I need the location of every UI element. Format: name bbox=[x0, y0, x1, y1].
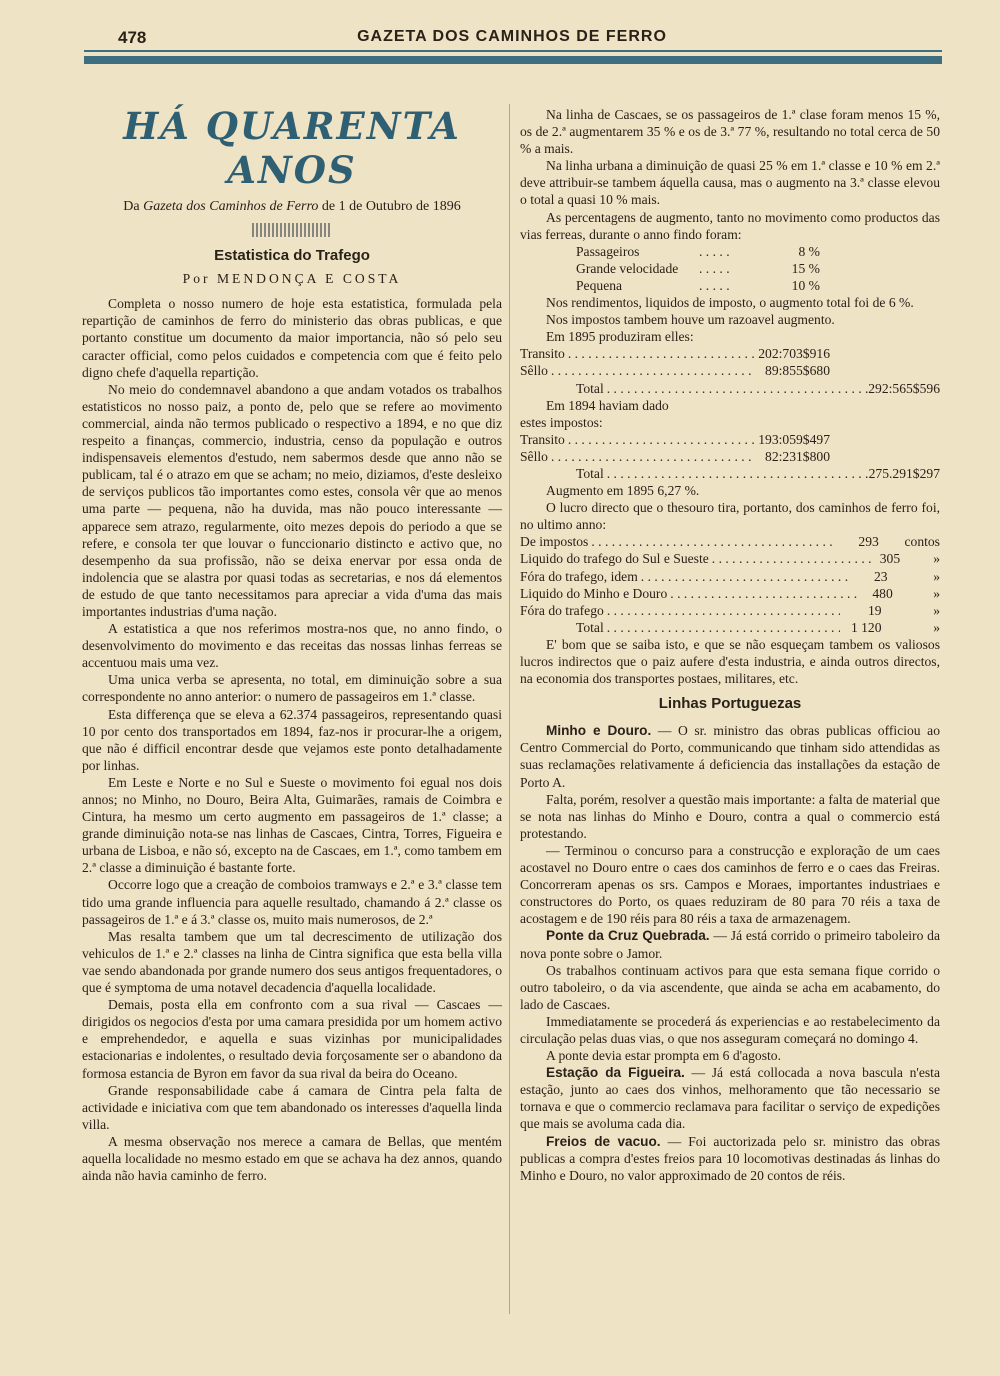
lucro-value: 293 bbox=[858, 534, 879, 550]
leader-dots bbox=[604, 602, 840, 619]
tax-1894-heading: Em 1894 haviam dado bbox=[546, 397, 669, 413]
lucro-unit: » bbox=[933, 551, 940, 567]
leader-dots bbox=[696, 260, 732, 277]
news-paragraph bbox=[520, 722, 940, 790]
lucro-label: Liquido do trafego do Sul e Sueste bbox=[520, 551, 709, 567]
news-text: — Já está collocada a nova bascula n'esta estação, junto ao caes dos vinhos, melhoramento que tão necessario se tornava e que o commercio reclamava para facilitar o serviço de expedições que mais se avoluma cada dia. bbox=[520, 1065, 940, 1132]
lucro-label: Liquido do Minho e Douro bbox=[520, 585, 668, 601]
article-title: HÁ QUARENTA ANOS bbox=[123, 104, 461, 192]
news-text: Falta, porém, resolver a questão mais importante: a falta de material que se nota nas linhas do Minho e Douro, contra a qual o commercio está protestando. bbox=[520, 791, 940, 841]
paragraph: Completa o nosso numero de hoje esta estatistica, formulada pela repartição de caminhos de ferro do ministerio das obras publicas, e que portanto constitue um documento da maior importancia, não só pelo seu caracter official, como pelos cuidados e competencia com que é feito pelo digno chefe d'aquella repartição. bbox=[82, 296, 502, 380]
news-lead: Minho e Douro. bbox=[546, 723, 652, 739]
lucro-unit: » bbox=[933, 568, 940, 584]
leader-dots bbox=[696, 277, 732, 294]
news-text: Os trabalhos continuam activos para que esta semana fique corrido o outro taboleiro, o da via ascendente, que ainda se acha em acabamento, do lado de Cascaes. bbox=[520, 962, 940, 1012]
tax-label: Sêllo bbox=[520, 363, 548, 379]
tax-value: 89:855$680 bbox=[765, 363, 830, 379]
news-lead: Estação da Figueira. bbox=[546, 1065, 685, 1081]
leader-dots bbox=[548, 362, 751, 379]
news-text: — Foi auctorizada pelo sr. ministro das obras publicas a compra d'estes freios para 10 locomotivas destinadas ás linhas do Minho e Douro, no valor approximado de 20 contos de réis. bbox=[520, 1133, 940, 1183]
lucro-value: 480 bbox=[872, 585, 893, 601]
news-text: A ponte devia estar prompta em 6 d'agosto. bbox=[546, 1048, 781, 1064]
paragraph: Na linha urbana a diminuição de quasi 25 % em 1.ª classe e 10 % em 2.ª deve attribuir-se tambem áquella causa, mas o augmento na 3.ª classe elevou o total a quasi 10 % mais. bbox=[520, 158, 940, 208]
tax-row bbox=[520, 431, 940, 448]
left-column bbox=[82, 100, 502, 1184]
lucro-unit: contos bbox=[904, 534, 940, 550]
news-paragraph bbox=[520, 1047, 940, 1064]
paragraph: Mas resalta tambem que um tal decrescimento de utilização dos vehiculos de 1.ª e 2.ª classes na linha de Cintra significa que esta bella villa vae sendo abandonada por grande numero dos seus antigos frequentadores, o que é symptoma de uma notavel decadencia d'aquella localidade. bbox=[82, 928, 502, 996]
tax-label: Transito bbox=[520, 431, 565, 447]
tax-value: 202:703$916 bbox=[758, 346, 830, 362]
section-title: Estatistica do Trafego bbox=[214, 247, 370, 265]
tax-label: Transito bbox=[520, 346, 565, 362]
article-source: Da Gazeta dos Caminhos de Ferro de 1 de Outubro de 1896 bbox=[123, 199, 461, 214]
tax-row bbox=[520, 362, 940, 379]
percentage-row bbox=[520, 277, 940, 294]
lucro-value: 23 bbox=[873, 568, 888, 584]
news-text: — Já está corrido o primeiro taboleiro da nova ponte sobre o Jamor. bbox=[520, 928, 940, 961]
percentage-row bbox=[520, 243, 940, 260]
lucro-row bbox=[520, 585, 940, 602]
news-paragraph bbox=[520, 842, 940, 927]
paragraph: Grande responsabilidade cabe á camara de Cintra pela falta de actividade e iniciativa com que tem abandonado os interesses d'aquella linda villa. bbox=[82, 1082, 502, 1132]
tax-1895-heading: Em 1895 produziram elles: bbox=[546, 329, 694, 345]
paragraph: Em Leste e Norte e no Sul e Sueste o movimento foi egual nos dois annos; no Minho, no Douro, Beira Alta, Guimarães, ramais de Coimbra e Cintura, ha mesmo um certo augmento em passageiros de 1.ª classe; a grande diminuição nota-se nas linhas de Cascaes, Cintra, Torres, Figueira e urbana de Lisboa, e não só, excepto na de Cascaes, em 1.ª, como tambem em 2.ª classe a diminuição é bastante forte. bbox=[82, 774, 502, 876]
leader-dots bbox=[565, 431, 756, 448]
leader-dots bbox=[588, 533, 835, 550]
tax-label: Sêllo bbox=[520, 448, 548, 464]
page-header bbox=[80, 28, 944, 50]
news-paragraph bbox=[520, 927, 940, 961]
leader-dots bbox=[709, 550, 872, 567]
paragraph: A estatistica a que nos referimos mostra-nos que, no anno findo, o desenvolvimento do movimento e das receitas das nossas linhas ferreas se accentuou mais uma vez. bbox=[82, 621, 502, 671]
lucro-row bbox=[520, 550, 940, 567]
header-rule-thick bbox=[84, 56, 942, 64]
paragraph: Nos rendimentos, liquidos de imposto, o augmento total foi de 6 %. bbox=[546, 295, 914, 311]
percentage-value: 8 % bbox=[798, 243, 820, 259]
percentage-label: Passageiros bbox=[576, 243, 640, 259]
right-column bbox=[520, 106, 940, 1184]
lucro-label: Fóra do trafego, idem bbox=[520, 568, 638, 584]
tax-1895-total-row: Total . . . 292:565$596 bbox=[520, 380, 940, 397]
tax-1894-heading-2: estes impostos: bbox=[520, 414, 603, 430]
paragraph: As percentagens de augmento, tanto no movimento como productos das vias ferreas, durante o anno findo foram: bbox=[520, 209, 940, 242]
percentage-value: 15 % bbox=[791, 260, 820, 276]
paragraph: Nos impostos tambem houve um razoavel augmento. bbox=[546, 312, 835, 328]
news-paragraph bbox=[520, 1013, 940, 1047]
left-body bbox=[82, 295, 502, 1184]
lucro-table bbox=[520, 533, 940, 618]
column-divider bbox=[509, 104, 510, 1314]
paragraph: Esta differença que se eleva a 62.374 passageiros, representando quasi 10 por cento dos transportados em 1894, faz-nos ir procurar-lhe a origem, que não é difficil encontrar desde que vejamos este ponto detalhadamente por linhas. bbox=[82, 706, 502, 773]
percentage-row bbox=[520, 260, 940, 277]
lucro-row bbox=[520, 533, 940, 550]
news-lead: Ponte da Cruz Quebrada. bbox=[546, 928, 710, 944]
tax-row bbox=[520, 345, 940, 362]
byline: Por MENDONÇA E COSTA bbox=[182, 271, 402, 287]
news-body bbox=[520, 722, 940, 1184]
lucro-text: O lucro directo que o thesouro tira, portanto, dos caminhos de ferro foi, no ultimo anno: bbox=[520, 500, 940, 533]
lucro-label: De impostos bbox=[520, 534, 589, 550]
paragraph: Demais, posta ella em confronto com a sua rival — Cascaes — dirigidos os negocios d'esta por uma camara presidida por um homem activo e emprehendedor, e aquella e suas vizinhas por municipalidades estacionarias e indolentes, o resultado devia forçosamente ser o abandono da formosa estancia de Byron em favor da sua rival da beira do Oceano. bbox=[82, 997, 502, 1081]
lucro-value: 305 bbox=[879, 551, 901, 567]
leader-dots bbox=[565, 345, 756, 362]
decorative-separator bbox=[252, 223, 332, 237]
page-number: 478 bbox=[118, 28, 147, 47]
right-mid bbox=[520, 294, 940, 328]
lucro-total-row: Total . . . 1 120 » bbox=[520, 619, 940, 636]
tax-value: 82:231$800 bbox=[765, 448, 830, 464]
leader-dots bbox=[548, 448, 751, 465]
news-text: Immediatamente se procederá ás experiencias e ao restabelecimento da circulação pelas duas vias, o que nos asseguram começará no domingo 4. bbox=[520, 1013, 940, 1046]
lucro-row bbox=[520, 602, 940, 619]
lucro-unit: » bbox=[933, 585, 940, 601]
percentage-value: 10 % bbox=[791, 277, 820, 293]
tax-1894-total-row: Total . . . 275.291$297 bbox=[520, 465, 940, 482]
paragraph: Na linha de Cascaes, se os passageiros de 1.ª clase foram menos 15 %, os de 2.ª augmentarem 35 % e os de 3.ª 77 %, resultando no total cerca de 50 % a mais. bbox=[520, 107, 940, 157]
paragraph: No meio do condemnavel abandono a que andam votados os trabalhos estatisticos no nosso paiz, a ponto de, pelo que se refere ao movimento commercial, ainda não termos publicado o respectivo a 1894, e no que diz respeito a finanças, commercio, industria, censo da população e outros indispensaveis elementos d'estudo, nem sabermos desde que anno não se publicam, tal é o atrazo em que se acham; no meio, diziamos, d'este desleixo de serviços publicos tão importantes como estes, consola vêr que ao menos uma parte — pequena, não ha duvida, mas não pouco interessante — apparece sem atrazo, regularmente, oito mezes depois do periodo a que se refere, e consola ter que louvar o funccionario distincto e activo que, no desempenho da sua profissão, não se deixa enervar por essa onda de indolencia que se alastra por quasi todas as secretarias, e nos dá elementos de estudo de que tanto necessitamos para apreciar a vida d'uma das mais importantes industrias d'uma nação. bbox=[82, 381, 502, 619]
percentages-table bbox=[520, 243, 940, 294]
paragraph: Uma unica verba se apresenta, no total, em diminuição sobre a sua correspondente no anno anterior: o numero de passageiros em 1.ª classe. bbox=[82, 672, 502, 705]
tax-1894-table bbox=[520, 431, 940, 465]
news-paragraph bbox=[520, 962, 940, 1013]
tax-row bbox=[520, 448, 940, 465]
paragraph: A mesma observação nos merece a camara de Bellas, que mentém aquella localidade no mesmo estado em que se achava ha dez annos, quando ainda não havia caminho de ferro. bbox=[82, 1133, 502, 1184]
news-heading: Linhas Portuguezas bbox=[658, 695, 802, 713]
news-text: — Terminou o concurso para a construcção e exploração de um caes acostavel no Douro entre o caes dos caminhos de ferro e o caes das Freiras. Concorreram apenas os srs. Campos e Moraes, importantes industriaes e constructores do Porto, os quaes reduziram de 80 para 70 réis a taxa de acostagem e de 190 réis para 80 réis a taxa de armazenagem. bbox=[520, 842, 940, 927]
paragraph: Occorre logo que a creação de comboios tramways e 2.ª e 3.ª classe tem tido uma grande influencia para aquelle resultado, chamando á 2.ª classe os passageiros de 1.ª e á 3.ª classe os, muito mais numerosos, de 2.ª bbox=[82, 877, 502, 927]
news-paragraph bbox=[520, 791, 940, 842]
lucro-unit: » bbox=[933, 602, 940, 618]
lucro-row bbox=[520, 568, 940, 585]
news-paragraph bbox=[520, 1064, 940, 1132]
leader-dots bbox=[638, 568, 850, 585]
news-paragraph bbox=[520, 1133, 940, 1184]
lucro-value: 19 bbox=[867, 602, 882, 618]
journal-title: GAZETA DOS CAMINHOS DE FERRO bbox=[357, 28, 667, 45]
news-lead: Freios de vacuo. bbox=[546, 1133, 661, 1149]
tax-value: 193:059$497 bbox=[758, 431, 830, 447]
header-rule-thin bbox=[84, 50, 942, 52]
percentage-label: Pequena bbox=[576, 277, 623, 293]
news-text: — O sr. ministro das obras publicas officiou ao Centro Commercial do Porto, communicando que tinham sido attendidas as suas reclamações relativamente á deficiencia das installações da estação de Porto A. bbox=[520, 723, 940, 790]
closing-paragraph: E' bom que se saiba isto, e que se não esqueçam tambem os valiosos lucros indirectos que o paiz aufere d'esta industria, e ainda outros directos, na economia dos transportes postaes, militares, etc. bbox=[520, 636, 940, 687]
leader-dots bbox=[667, 585, 859, 602]
tax-1895-table bbox=[520, 345, 940, 379]
right-intro bbox=[520, 106, 940, 243]
leader-dots bbox=[696, 243, 732, 260]
percentage-label: Grande velocidade bbox=[576, 260, 679, 276]
augmento-text: Augmento em 1895 6,27 %. bbox=[546, 483, 700, 499]
lucro-label: Fóra do trafego bbox=[520, 602, 604, 618]
